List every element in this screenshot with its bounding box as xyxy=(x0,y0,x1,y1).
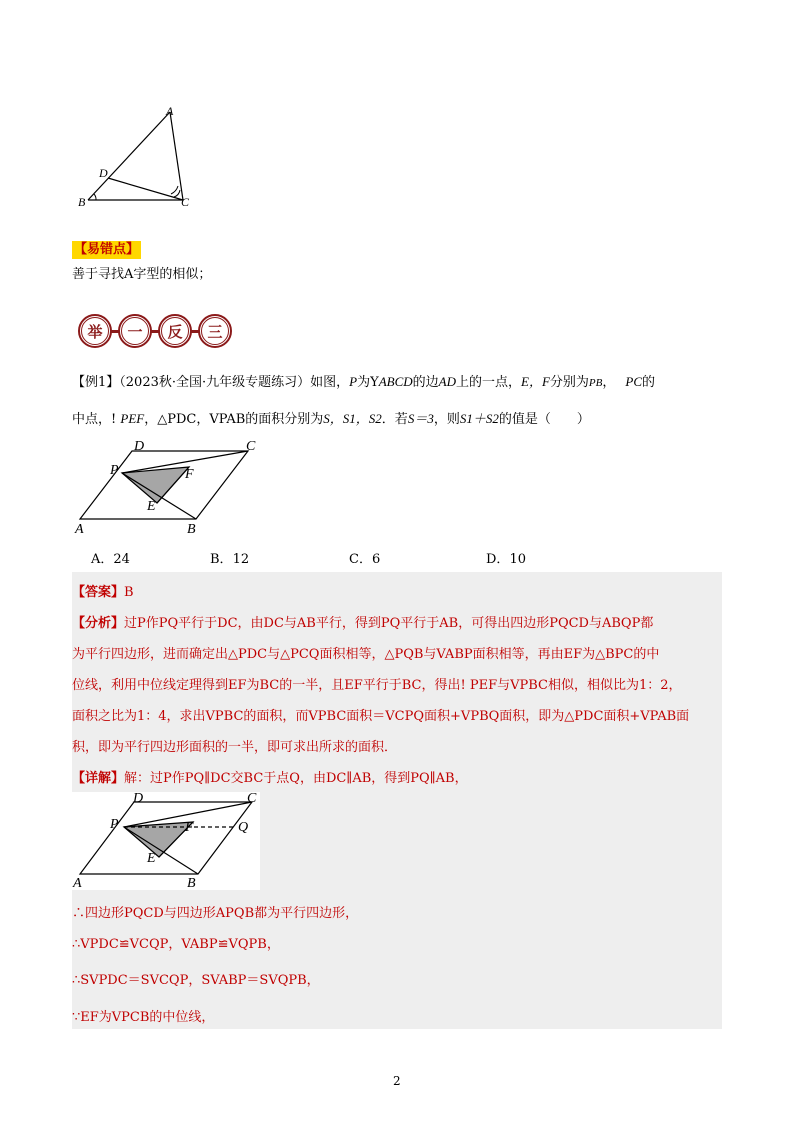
fig2-label-e: E xyxy=(147,499,156,514)
fig3-label-e: E xyxy=(147,851,156,866)
page-number: 2 xyxy=(393,1074,401,1088)
fig2-label-f: F xyxy=(185,467,194,482)
step-line-2: ∴VPDC≌VCQP，VABP≌VQPB， xyxy=(72,937,280,952)
fig3-label-p: P xyxy=(110,817,119,832)
example-line-2: 中点，! PEF，△PDC，VPAB的面积分别为S，S1，S2．若S＝3，则S1＋S2的值是（ ） xyxy=(72,411,590,427)
option-b[interactable]: B．12 xyxy=(210,552,250,567)
analysis-line-5: 积，即为平行四边形面积的一半，即可求出所求的面积． xyxy=(72,740,398,755)
fig3-label-b: B xyxy=(187,876,196,891)
fig1-label-b: B xyxy=(78,195,86,209)
banner-char-3: 反 xyxy=(161,317,189,345)
option-a[interactable]: A．24 xyxy=(91,552,130,567)
banner-char-1: 举 xyxy=(81,317,109,345)
fig1-label-d: D xyxy=(99,166,108,180)
figure-parallelogram-1 xyxy=(70,440,270,540)
section-title-yicuodian: 【易错点】 xyxy=(74,242,140,257)
fig3-label-d: D xyxy=(133,791,144,806)
fig2-label-d: D xyxy=(134,439,145,454)
fig2-label-c: C xyxy=(246,439,256,454)
answer-line: 【答案】B xyxy=(72,585,134,600)
option-d[interactable]: D．10 xyxy=(486,552,526,567)
banner-ju-yi-fan-san xyxy=(76,313,238,351)
fig3-label-q: Q xyxy=(238,820,249,835)
fig3-label-c: C xyxy=(247,791,257,806)
analysis-line-4: 面积之比为1：4，求出VPBC的面积，而VPBC面积＝VCPQ面积+VPBQ面积，即为△PDC面积+VPAB面 xyxy=(72,709,690,724)
step-line-3: ∴SVPDC＝SVCQP，SVABP＝SVQPB， xyxy=(72,973,320,988)
figure-parallelogram-2 xyxy=(72,792,262,892)
analysis-line-3: 位线，利用中位线定理得到EF为BC的一半，且EF平行于BC，得出! PEF与VPBC相似，相似比为1：2， xyxy=(72,678,682,693)
analysis-line-1: 【分析】过P作PQ平行于DC，由DC与AB平行，得到PQ平行于AB，可得出四边形PQCD与ABQP都 xyxy=(72,616,654,631)
yicuodian-text: 善于寻找A字型的相似； xyxy=(72,267,212,282)
analysis-line-2: 为平行四边形，进而确定出△PDC与△PCQ面积相等，△PQB与VABP面积相等，再由EF为△BPC的中 xyxy=(72,647,660,662)
fig2-label-b: B xyxy=(187,522,196,537)
banner-char-2: 一 xyxy=(121,317,149,345)
banner-char-4: 三 xyxy=(201,317,229,345)
fig2-label-a: A xyxy=(75,522,84,537)
example-line-1: 【例1】（2023秋·全国·九年级专题练习）如图，P为YABCD的边AD上的一点，E，F分别为PB， PC的 xyxy=(72,374,656,390)
fig2-label-p: P xyxy=(110,463,119,478)
option-c[interactable]: C．6 xyxy=(349,552,381,567)
fig3-label-f: F xyxy=(185,820,194,835)
step-line-4: ∵EF为VPCB的中位线， xyxy=(72,1010,215,1025)
step-line-1: ∴四边形PQCD与四边形APQB都为平行四边形， xyxy=(72,906,359,921)
fig3-label-a: A xyxy=(73,876,82,891)
fig1-label-a: A xyxy=(166,104,174,118)
detail-line-1: 【详解】解：过P作PQ∥DC交BC于点Q，由DC∥AB，得到PQ∥AB， xyxy=(72,771,468,786)
fig1-label-c: C xyxy=(181,195,190,209)
